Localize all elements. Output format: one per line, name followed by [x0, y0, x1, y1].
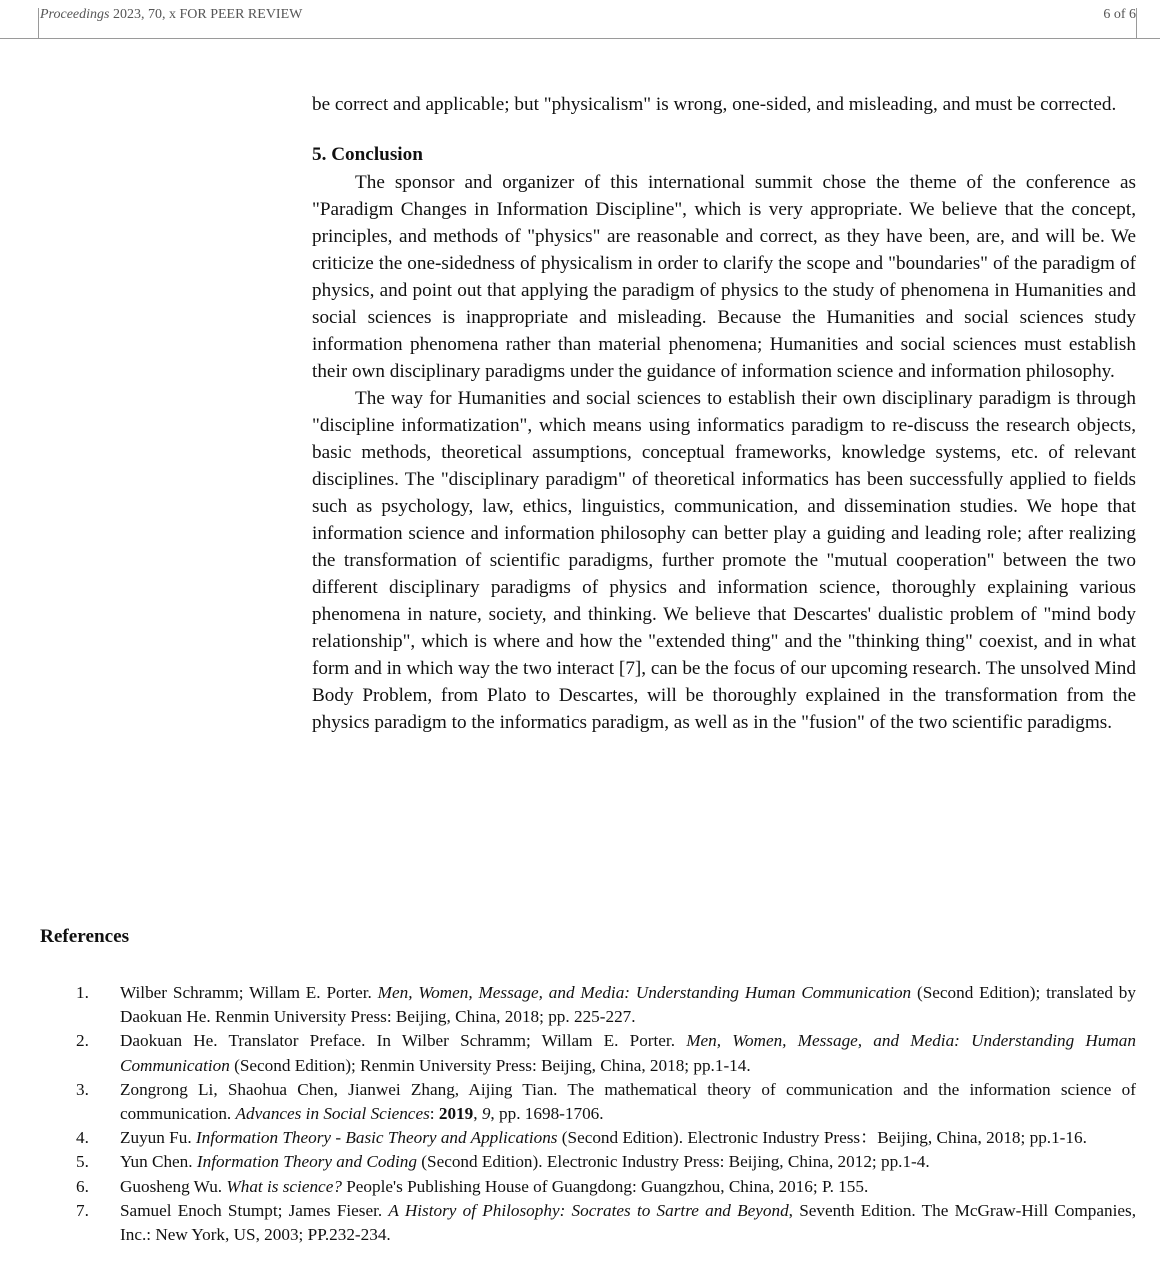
reference-number: 3.	[76, 1079, 89, 1099]
reference-number: 5.	[76, 1152, 89, 1172]
conclusion-paragraph-1: The sponsor and organizer of this international summit chose the theme of the conference as "Paradigm Changes in Information Discipline", which is very appropriate. We believe that the concept, principles, and methods of "physics" are reasonable and correct, as they have been, are, and will be. We criticize the one-sidedness of physicalism in order to clarify the scope and "boundaries" of the paradigm of physics, and point out that applying the paradigm of physics to the study of phenomena in Humanities and social sciences is inappropriate and misleading. Because the Humanities and social sciences study information phenomena rather than material phenomena; Humanities and social sciences must establish their own disciplinary paradigms under the guidance of information science and information philosophy.	[312, 172, 1136, 382]
reference-journal: Advances in Social Sciences	[235, 1104, 430, 1124]
references-heading: References	[40, 926, 130, 947]
continued-paragraph: be correct and applicable; but "physicalism" is wrong, one-sided, and misleading, and must be corrected.	[312, 94, 1117, 115]
reference-title: Men, Women, Message, and Media: Understanding Human Communication	[377, 983, 912, 1002]
reference-title: Information Theory - Basic Theory and Applications	[195, 1128, 558, 1148]
reference-title: Men, Women, Message, and Media: Understanding Human Communication	[120, 1031, 1136, 1075]
reference-details: People's Publishing House of Guangdong: Guangzhou, China, 2016; P. 155.	[341, 1176, 869, 1196]
reference-details: , pp. 1698-1706.	[490, 1104, 604, 1124]
reference-item-5	[40, 1150, 1136, 1174]
reference-item-4	[40, 1126, 1136, 1150]
reference-year: 2019	[438, 1104, 474, 1124]
reference-authors: Zuyun Fu.	[120, 1128, 196, 1148]
reference-number: 4.	[76, 1128, 89, 1148]
reference-details: , Seventh Edition. The McGraw-Hill Companies, Inc.: New York, US, 2003; PP.232-234.	[120, 1200, 1136, 1245]
citation-line: 2023, 70, x FOR PEER REVIEW	[112, 7, 303, 22]
journal-name: Proceedings	[40, 7, 110, 22]
reference-details: (Second Edition); Renmin University Press: Beijing, China, 2018; pp.1-14.	[229, 1055, 751, 1075]
reference-item-2	[40, 1029, 1136, 1077]
reference-authors: Samuel Enoch Stumpt; James Fieser.	[120, 1200, 389, 1220]
reference-title: A History of Philosophy: Socrates to Sartre and Beyond	[388, 1200, 789, 1220]
reference-number: 1.	[76, 983, 89, 1002]
reference-title: What is science?	[226, 1176, 342, 1196]
running-header	[40, 7, 302, 23]
reference-item-6	[40, 1175, 1136, 1199]
reference-authors: Zongrong Li, Shaohua Chen, Jianwei Zhang, Aijing Tian. The mathematical theory of communication and the information science of communication.	[120, 1079, 1136, 1124]
reference-authors: Wilber Schramm; Willam E. Porter.	[120, 983, 378, 1002]
section-heading: 5. Conclusion	[312, 144, 423, 165]
body-text-column	[312, 91, 1136, 736]
header-corner-mark-right	[1136, 8, 1137, 39]
reference-item-1	[40, 981, 1136, 1029]
page-header	[0, 0, 1160, 42]
reference-volume: 9	[481, 1104, 491, 1124]
reference-authors: Guosheng Wu.	[120, 1176, 227, 1196]
reference-number: 7.	[76, 1200, 89, 1220]
reference-separator: :	[429, 1104, 439, 1124]
reference-title: Information Theory and Coding	[196, 1152, 417, 1172]
reference-authors: Daokuan He. Translator Preface. In Wilber Schramm; Willam E. Porter.	[120, 1031, 687, 1051]
reference-separator: ,	[473, 1104, 482, 1124]
reference-item-7	[40, 1199, 1136, 1247]
reference-item-3	[40, 1078, 1136, 1126]
reference-number: 6.	[76, 1176, 89, 1196]
reference-details: (Second Edition). Electronic Industry Press: Beijing, China, 2012; pp.1-4.	[416, 1152, 930, 1172]
header-rule	[0, 38, 1160, 39]
reference-list	[40, 981, 1136, 1247]
reference-details: (Second Edition); translated by Daokuan He. Renmin University Press: Beijing, China, 2018; pp. 225-227.	[120, 983, 1136, 1027]
page-number: 6 of 6	[1103, 7, 1136, 22]
reference-number: 2.	[76, 1031, 89, 1051]
header-corner-mark-left	[38, 8, 39, 39]
conclusion-paragraph-2: The way for Humanities and social sciences to establish their own disciplinary paradigm is through "discipline informatization", which means using informatics paradigm to re-discuss the research objects, basic methods, theoretical assumptions, conceptual frameworks, knowledge systems, etc. of relevant disciplines. The "disciplinary paradigm" of theoretical informatics has been successfully applied to fields such as psychology, law, ethics, linguistics, communication, and dissemination studies. We hope that information science and information philosophy can better play a guiding and leading role; after realizing the transformation of scientific paradigms, further promote the "mutual cooperation" between the two different disciplinary paradigms of physics and information science, thoroughly explaining various phenomena in nature, society, and thinking. We believe that Descartes' dualistic problem of "mind body relationship", which is where and how the "extended thing" and the "thinking thing" coexist, and in what form and in which way the two interact [7], can be the focus of our upcoming research. The unsolved Mind Body Problem, from Plato to Descartes, will be thoroughly explained in the transformation from the physics paradigm to the informatics paradigm, as well as in the "fusion" of the two scientific paradigms.	[312, 388, 1136, 733]
reference-authors: Yun Chen.	[120, 1152, 197, 1172]
reference-details: (Second Edition). Electronic Industry Press：Beijing, China, 2018; pp.1-16.	[557, 1128, 1087, 1148]
